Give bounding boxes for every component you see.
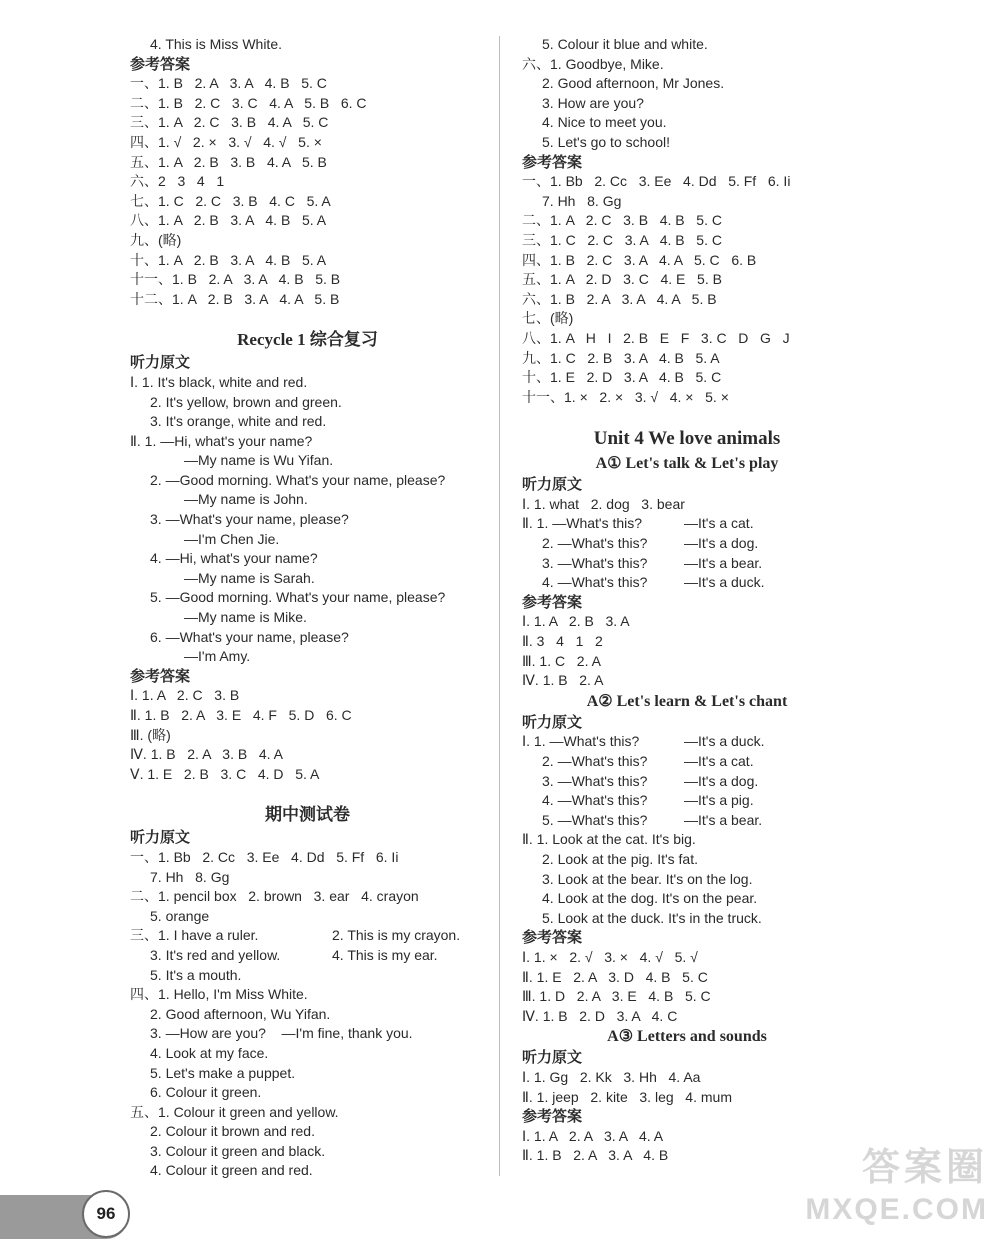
answer-line — [522, 772, 852, 792]
section-heading: 参考答案 — [522, 152, 583, 171]
answer-line: 二、1. pencil box 2. brown 3. ear 4. crayon — [130, 888, 419, 905]
answer-line: 2. Good afternoon, Mr Jones. — [542, 75, 725, 92]
line-part-left: 3. It's red and yellow. — [150, 946, 281, 963]
section-heading: 参考答案 — [522, 928, 583, 947]
answer-line: Ⅰ. 1. A 2. B 3. A — [522, 613, 630, 630]
section-heading: 参考答案 — [130, 54, 191, 73]
answer-line: 4. Look at my face. — [150, 1044, 269, 1061]
answer-line: 4. Nice to meet you. — [542, 114, 667, 131]
line-part-right: —It's a cat. — [684, 753, 754, 769]
answer-line — [522, 732, 852, 752]
answer-line: 七、(略) — [522, 310, 574, 327]
answer-line: 四、1. √ 2. × 3. √ 4. √ 5. × — [130, 133, 322, 150]
answer-line: Ⅰ. 1. what 2. dog 3. bear — [522, 495, 685, 512]
line-part-right: —It's a duck. — [684, 574, 765, 591]
section-gap — [130, 784, 485, 802]
line-part-left: 三、1. I have a ruler. — [130, 927, 259, 944]
answer-line: 八、1. A H I 2. B E F 3. C D G J — [522, 329, 790, 346]
section-gap — [130, 309, 485, 327]
line-part-right: —It's a dog. — [684, 772, 759, 789]
answer-line: Ⅱ. 1. B 2. A 3. E 4. F 5. D 6. C — [130, 707, 352, 723]
watermark-logo — [798, 1143, 988, 1243]
line-part-right: —It's a bear. — [684, 554, 763, 571]
answer-line: 3. It's orange, white and red. — [150, 413, 327, 430]
answer-line: 三、1. A 2. C 3. B 4. A 5. C — [130, 114, 329, 131]
line-part-right: —It's a dog. — [684, 535, 759, 552]
answer-line: 4. Colour it green and red. — [150, 1162, 313, 1179]
answer-line: 7. Hh 8. Gg — [150, 868, 230, 885]
answer-line: Ⅲ. 1. C 2. A — [522, 652, 601, 669]
answer-line: 3. How are you? — [542, 94, 644, 111]
answer-line: 5. Look at the duck. It's in the truck. — [542, 909, 762, 926]
answer-line: Ⅰ. 1. A 2. C 3. B — [130, 687, 240, 704]
answer-line: Ⅲ. (略) — [130, 726, 171, 743]
answer-line: 五、1. A 2. D 3. C 4. E 5. B — [522, 271, 722, 288]
line-part-right: —It's a bear. — [684, 811, 763, 828]
answer-line: 九、1. C 2. B 3. A 4. B 5. A — [522, 349, 720, 366]
answer-line — [130, 946, 485, 966]
answer-line: 2. It's yellow, brown and green. — [150, 393, 342, 410]
page-number: 96 — [82, 1190, 130, 1238]
line-part-left: 5. —What's this? — [542, 811, 648, 828]
answer-line: 5. It's a mouth. — [150, 966, 242, 983]
answer-line: 4. This is Miss White. — [150, 36, 282, 52]
section-title: A① Let's talk & Let's play — [595, 455, 779, 473]
line-part-left: 4. —What's this? — [542, 792, 648, 809]
answer-line: 十一、1. B 2. A 3. A 4. B 5. B — [130, 271, 341, 288]
answer-line: 2. Look at the pig. It's fat. — [542, 850, 698, 867]
section-heading: 听力原文 — [522, 1048, 583, 1067]
answer-line: 6. Colour it green. — [150, 1084, 262, 1101]
section-title: Recycle 1 综合复习 — [237, 330, 378, 350]
answer-line: Ⅳ. 1. B 2. D 3. A 4. C — [522, 1007, 678, 1024]
section-heading: 听力原文 — [522, 712, 583, 731]
answer-line: 四、1. B 2. C 3. A 4. A 5. C 6. B — [522, 251, 757, 268]
line-part-right: 2. This is my crayon. — [332, 927, 461, 944]
answer-line: 4. Look at the dog. It's on the pear. — [542, 890, 758, 907]
answer-line: 3. Look at the bear. It's on the log. — [542, 870, 753, 887]
answer-line: 十一、1. × 2. × 3. √ 4. × 5. × — [522, 388, 729, 405]
answer-line: 八、1. A 2. B 3. A 4. B 5. A — [130, 212, 327, 229]
line-part-left: Ⅱ. 1. —What's this? — [522, 515, 643, 532]
answer-line: 3. —How are you? —I'm fine, thank you. — [150, 1025, 413, 1042]
column-divider — [499, 36, 500, 1176]
answer-line: —I'm Chen Jie. — [184, 530, 280, 547]
answer-line: 六、1. Goodbye, Mike. — [522, 55, 664, 72]
answer-line: Ⅰ. 1. A 2. A 3. A 4. A — [522, 1127, 664, 1144]
line-part-left: 3. —What's this? — [542, 554, 648, 571]
answer-line: 2. Good afternoon, Wu Yifan. — [150, 1005, 331, 1022]
answer-line — [522, 752, 852, 772]
answer-line: 一、1. Bb 2. Cc 3. Ee 4. Dd 5. Ff 6. Ii — [130, 848, 399, 865]
watermark-url: MXQE.COM — [805, 1193, 988, 1226]
answer-line: 6. —What's your name, please? — [150, 628, 349, 645]
section-heading: 听力原文 — [522, 475, 583, 494]
answer-line: Ⅰ. 1. × 2. √ 3. × 4. √ 5. √ — [522, 948, 698, 965]
answer-line: 十、1. E 2. D 3. A 4. B 5. C — [522, 369, 722, 386]
answer-line: Ⅰ. 1. It's black, white and red. — [130, 373, 308, 390]
answer-line: 2. —Good morning. What's your name, please? — [150, 471, 446, 488]
right-column — [522, 35, 852, 1166]
answer-line — [522, 573, 852, 593]
answer-line: —My name is Mike. — [184, 609, 307, 626]
line-part-left: Ⅰ. 1. —What's this? — [522, 733, 640, 750]
answer-line: 5. Colour it blue and white. — [542, 36, 708, 52]
line-part-left: 3. —What's this? — [542, 772, 648, 789]
answer-line: Ⅱ. 1. jeep 2. kite 3. leg 4. mum — [522, 1088, 732, 1105]
left-column — [130, 35, 485, 1181]
answer-line: Ⅱ. 1. B 2. A 3. A 4. B — [522, 1147, 669, 1164]
line-part-right: —It's a pig. — [684, 792, 754, 809]
answer-line: Ⅱ. 1. E 2. A 3. D 4. B 5. C — [522, 968, 708, 985]
line-part-right: 4. This is my ear. — [332, 946, 438, 963]
answer-line: 七、1. C 2. C 3. B 4. C 5. A — [130, 192, 331, 209]
line-part-right: —It's a cat. — [684, 515, 754, 532]
line-part-left: 4. —What's this? — [542, 574, 648, 591]
answer-line: —My name is Sarah. — [184, 569, 315, 586]
answer-line: 4. —Hi, what's your name? — [150, 550, 318, 567]
answer-line — [130, 926, 485, 946]
answer-line: 7. Hh 8. Gg — [542, 192, 622, 209]
answer-line: Ⅳ. 1. B 2. A — [522, 672, 604, 689]
answer-line: 5. Let's go to school! — [542, 133, 670, 150]
line-part-right: —It's a duck. — [684, 733, 765, 750]
answer-line: —My name is Wu Yifan. — [184, 452, 334, 469]
answer-line: 十二、1. A 2. B 3. A 4. A 5. B — [130, 290, 340, 307]
section-heading: 听力原文 — [130, 828, 191, 847]
section-heading: 参考答案 — [130, 666, 191, 685]
section-heading: 参考答案 — [522, 1107, 583, 1126]
section-heading: 听力原文 — [130, 353, 191, 372]
answer-line — [522, 811, 852, 831]
section-title: A② Let's learn & Let's chant — [586, 692, 788, 710]
answer-line: 六、1. B 2. A 3. A 4. A 5. B — [522, 290, 717, 307]
answer-line: 四、1. Hello, I'm Miss White. — [130, 986, 308, 1003]
answer-line: 五、1. A 2. B 3. B 4. A 5. B — [130, 153, 327, 170]
answer-line: 5. Let's make a puppet. — [150, 1064, 296, 1081]
answer-line — [522, 791, 852, 811]
answer-line — [522, 554, 852, 574]
line-part-left: 2. —What's this? — [542, 535, 648, 552]
answer-line: Ⅱ. 3 4 1 2 — [522, 633, 603, 650]
answer-line: 3. —What's your name, please? — [150, 511, 349, 528]
answer-line: —My name is John. — [184, 491, 308, 508]
answer-line: 三、1. C 2. C 3. A 4. B 5. C — [522, 231, 722, 248]
answer-line: —I'm Amy. — [184, 648, 251, 665]
answer-line: 二、1. B 2. C 3. C 4. A 5. B 6. C — [130, 94, 367, 111]
answer-line: 5. orange — [150, 907, 210, 924]
watermark-title: 答案圈 — [861, 1145, 988, 1189]
answer-line: Ⅲ. 1. D 2. A 3. E 4. B 5. C — [522, 988, 711, 1005]
answer-line: Ⅱ. 1. —Hi, what's your name? — [130, 432, 313, 449]
line-part-left: 2. —What's this? — [542, 753, 648, 769]
answer-line — [522, 514, 852, 534]
section-heading: 参考答案 — [522, 592, 583, 611]
answer-line: 2. Colour it brown and red. — [150, 1123, 315, 1140]
section-title: 期中测试卷 — [265, 805, 350, 825]
answer-line: 九、(略) — [130, 231, 182, 248]
answer-line: 十、1. A 2. B 3. A 4. B 5. A — [130, 251, 327, 268]
answer-line: 5. —Good morning. What's your name, please? — [150, 589, 446, 606]
answer-line: Ⅳ. 1. B 2. A 3. B 4. A — [130, 746, 284, 763]
section-gap — [522, 407, 852, 425]
answer-line: 五、1. Colour it green and yellow. — [130, 1103, 339, 1120]
answer-line: 一、1. Bb 2. Cc 3. Ee 4. Dd 5. Ff 6. Ii — [522, 173, 791, 190]
section-title: A③ Letters and sounds — [607, 1028, 767, 1046]
answer-line: 二、1. A 2. C 3. B 4. B 5. C — [522, 212, 722, 229]
answer-line — [522, 534, 852, 554]
answer-line: 3. Colour it green and black. — [150, 1142, 326, 1159]
answer-line: Ⅰ. 1. Gg 2. Kk 3. Hh 4. Aa — [522, 1068, 701, 1085]
section-title: Unit 4 We love animals — [593, 428, 781, 450]
answer-line: Ⅴ. 1. E 2. B 3. C 4. D 5. A — [130, 765, 320, 782]
answer-line: Ⅱ. 1. Look at the cat. It's big. — [522, 831, 696, 848]
answer-line: 六、2 3 4 1 — [130, 173, 225, 190]
answer-line: 一、1. B 2. A 3. A 4. B 5. C — [130, 75, 327, 92]
